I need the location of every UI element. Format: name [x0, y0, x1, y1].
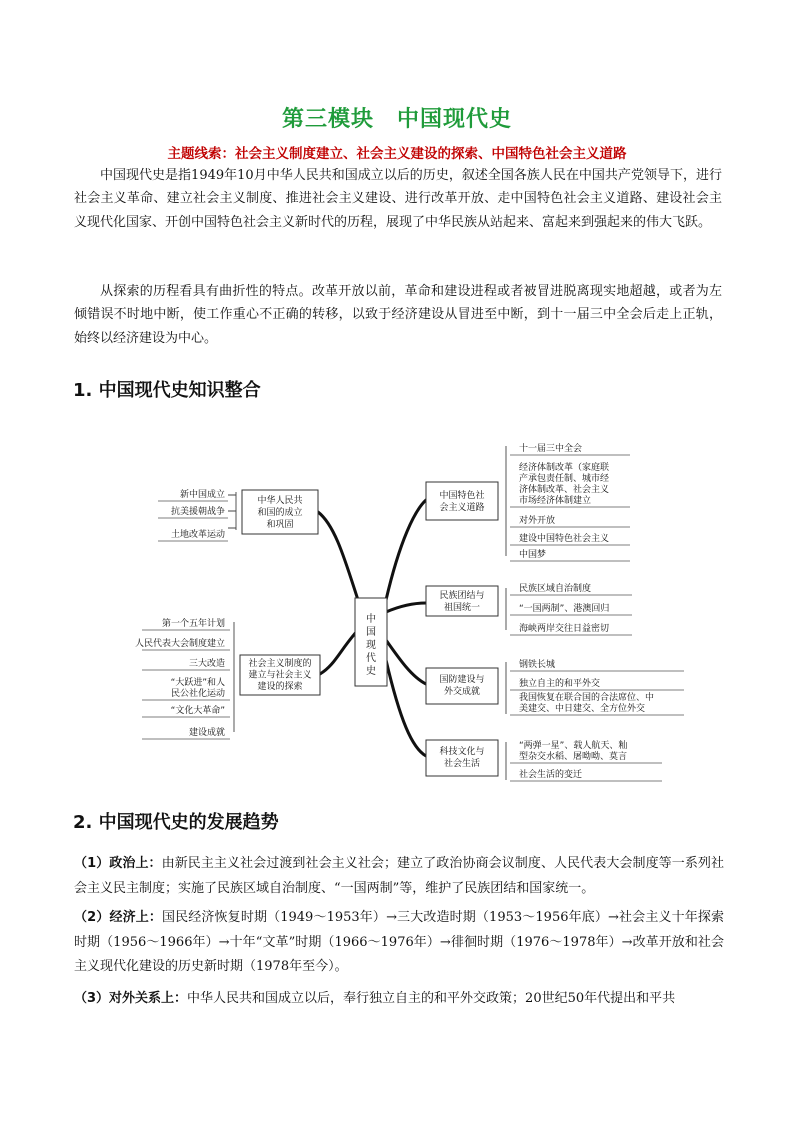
trend-text: 中华人民共和国成立以后，奉行独立自主的和平外交政策；20世纪50年代提出和平共 — [187, 991, 676, 1006]
trend-foreign — [74, 987, 724, 1012]
node-label: 社会生活 — [443, 759, 481, 769]
topic-item: 人民代表大会制度建立 — [134, 639, 225, 649]
node-label: 社会主义制度的 — [248, 659, 312, 669]
node-label: 和巩固 — [266, 520, 294, 530]
right-node-science-culture — [426, 740, 498, 776]
topic-item: 十一届三中全会 — [519, 444, 583, 454]
topic-item: 抗美援朝战争 — [170, 507, 225, 517]
topic-item: 新中国成立 — [179, 490, 225, 500]
node-label: 国防建设与 — [439, 675, 485, 685]
node-label: 祖国统一 — [443, 603, 481, 613]
branch-left-2 — [320, 630, 358, 674]
topic-item: 海峡两岸交往日益密切 — [519, 624, 610, 634]
center-char: 国 — [366, 627, 376, 638]
topic-item: 土地改革运动 — [170, 530, 225, 540]
topic-item: 济体制改革、社会主义 — [519, 485, 610, 495]
node-label: 外交成就 — [443, 687, 481, 697]
topic-item: 建设中国特色社会主义 — [519, 534, 610, 544]
topic-item: 三大改造 — [188, 659, 225, 669]
page-title: 第三模块 中国现代史 — [281, 107, 512, 132]
trend-economy — [74, 906, 724, 980]
trend-text: 由新民主主义社会过渡到社会主义社会；建立了政治协商会议制度、人民代表大会制度等一系列社会主义民主制度；实施了民族区域自治制度、“一国两制”等，维护了民族团结和国家统一。 — [74, 856, 724, 896]
topic-item: 产承包责任制、城市经 — [519, 474, 610, 484]
topic-item: 民族区域自治制度 — [519, 584, 592, 594]
center-node-label — [366, 612, 376, 677]
center-char: 代 — [366, 653, 376, 664]
section-1-heading: 1. 中国现代史知识整合 — [73, 380, 261, 401]
node-label: 中国特色社 — [439, 491, 485, 501]
topic-item: “文化大革命” — [170, 706, 225, 716]
right-node-socialism-road — [426, 482, 498, 520]
topic-item: “大跃进”和人 — [170, 678, 225, 688]
topic-item: 对外开放 — [519, 516, 556, 526]
trend-text: 国民经济恢复时期（1949～1953年）→三大改造时期（1953～1956年底）→社会主义十年探索时期（1956～1966年）→十年“文革”时期（1966～1976年）→徘徊时期（1976～1978年）→改革开放和社会主义现代化建设的历史新时期（1978年至今）。 — [74, 910, 725, 974]
topic-item: 经济体制改革（家庭联 — [519, 463, 610, 473]
topic-item: “一国两制”、港澳回归 — [519, 604, 610, 614]
topic-item: 钢铁长城 — [519, 660, 556, 670]
theme-subtitle: 主题线索：社会主义制度建立、社会主义建设的探索、中国特色社会主义道路 — [167, 146, 627, 162]
section-2-heading: 2. 中国现代史的发展趋势 — [73, 812, 279, 833]
topic-item: 中国梦 — [519, 550, 547, 560]
topic-item: 建设成就 — [188, 728, 225, 738]
intro-paragraph-2: 从探索的历程看具有曲折性的特点。改革开放以前，革命和建设进程或者被冒进脱离现实地超越，或者为左倾错误不时地中断，使工作重心不正确的转移，以致于经济建设从冒进至中断，到十一届三中全会后走上正轨，始终以经济建设为中心。 — [74, 284, 722, 346]
intro-paragraph-1: 中国现代史是指1949年10月中华人民共和国成立以后的历史，叙述全国各族人民在中国共产党领导下，进行社会主义革命、建立社会主义制度、推进社会主义建设、进行改革开放、走中国特色社会主义道路、建设社会主义现代化国家、开创中国特色社会主义新时代的历程，展现了中华民族从站起来、富起来到强起来的伟大飞跃。 — [74, 168, 722, 230]
node-label: 会主义道路 — [439, 503, 485, 513]
branch-right-4 — [386, 660, 426, 756]
trend-label: （2）经济上： — [74, 910, 162, 925]
topic-item: 第一个五年计划 — [161, 619, 225, 629]
branch-right-3 — [386, 640, 426, 684]
right-node-defense-diplomacy — [426, 668, 498, 704]
topic-item: 独立自主的和平外交 — [519, 679, 601, 689]
center-char: 史 — [366, 666, 376, 677]
node-label: 建立与社会主义 — [248, 670, 312, 681]
branch-right-1 — [386, 500, 426, 600]
topic-item: 型杂交水稻、屠呦呦、莫言 — [519, 752, 628, 762]
node-label: 中华人民共 — [257, 496, 303, 506]
topic-item: 市场经济体制建立 — [519, 496, 592, 506]
node-label: 科技文化与 — [439, 747, 485, 757]
branch-left-1 — [318, 512, 358, 600]
center-char: 现 — [366, 640, 376, 651]
trend-politics — [74, 852, 724, 901]
trend-label: （1）政治上： — [74, 856, 162, 871]
node-label: 建设的探索 — [257, 682, 303, 692]
topic-item: 我国恢复在联合国的合法席位、中 — [519, 693, 655, 703]
node-label: 和国的成立 — [257, 508, 303, 518]
center-char: 中 — [366, 614, 376, 625]
topic-item: 社会生活的变迁 — [519, 770, 583, 780]
topic-item: 美建交、中日建交、全方位外交 — [519, 704, 646, 714]
branch-right-2 — [386, 603, 426, 612]
topic-item: “两弹一星”、载人航天、籼 — [519, 741, 628, 751]
node-label: 民族团结与 — [439, 591, 485, 601]
topic-item: 民公社化运动 — [170, 689, 225, 699]
trend-label: （3）对外关系上： — [74, 991, 188, 1006]
